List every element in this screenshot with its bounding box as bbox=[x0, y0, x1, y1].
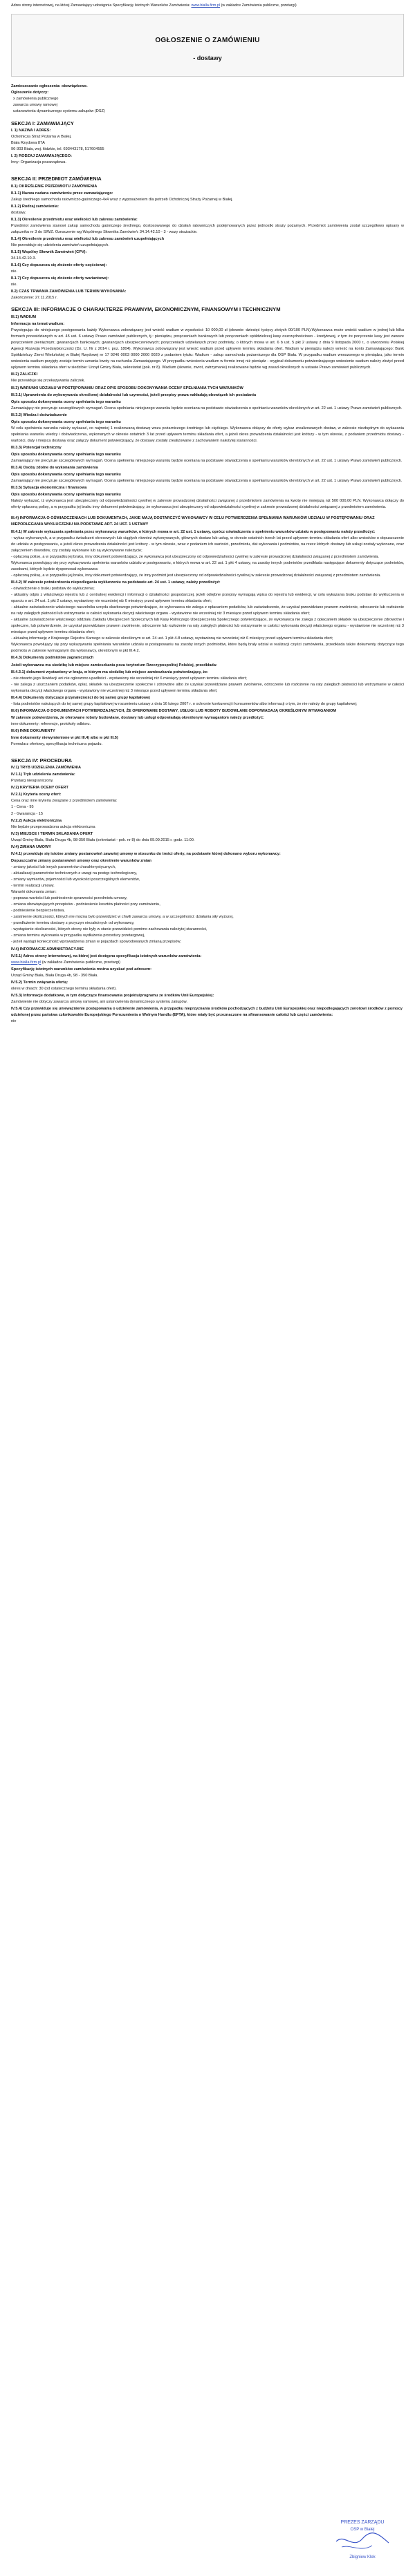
text-line: okres w dniach: 30 (od ostatecznego terminu składania ofert). bbox=[11, 986, 117, 991]
text-line: Nie przewiduje się przekazywania zaliczek. bbox=[11, 379, 85, 383]
subheading: III.4.2) W zakresie potwierdzenia niepodlegania wykluczeniu na podstawie art. 24 ust. 1 ustawy, należy przedłożyć: bbox=[11, 580, 221, 585]
title-box bbox=[11, 14, 404, 77]
subheading: III.2) ZALICZKI bbox=[11, 372, 38, 377]
subheading: Opis sposobu dokonywania oceny spełniania tego warunku bbox=[11, 399, 121, 404]
text-line: Cena oraz inne kryteria związane z przedmiotem zamówienia: bbox=[11, 799, 118, 804]
publication-label: Ogłoszenie dotyczy: bbox=[11, 90, 49, 95]
paragraph: - podniesienie bezpieczeństwa, bbox=[11, 909, 65, 913]
link-suffix: (w zakładce Zamówienia publiczne, przetargi) bbox=[42, 960, 120, 965]
header-note-text: Adres strony internetowej, na której Zamawiający udostępnia Specyfikację Istotnych Warunków Zamówienia: bbox=[11, 3, 190, 8]
subheading: IV.5.3) Informacje dodatkowe, w tym dotyczące finansowania projektu/programu ze środków Unii Europejskiej: bbox=[11, 993, 214, 998]
paragraph: Warunki dokonania zmian: bbox=[11, 890, 57, 895]
paragraph: - jeżeli wystąpi konieczność wprowadzenia zmian w pojazdach spowodowanych zmianą przepisów; bbox=[11, 940, 181, 945]
spacer bbox=[11, 511, 404, 515]
subheading: IV.5.1) Adres strony internetowej, na której jest dostępna specyfikacja istotnych warunków zamówienia: bbox=[11, 954, 202, 958]
paragraph: Formularz ofertowy, specyfikacja techniczna pojazdu. bbox=[11, 742, 103, 747]
subheading: III.3.1) Uprawnienia do wykonywania określonej działalności lub czynności, jeżeli przepisy prawa nakładają obowiązek ich posiadania bbox=[11, 392, 257, 397]
subheading: IV.4) INFORMACJE ADMINISTRACYJNE bbox=[11, 947, 84, 951]
svg-text:PREZES ZARZĄDU: PREZES ZARZĄDU bbox=[340, 2520, 385, 2525]
spacer bbox=[11, 166, 404, 170]
paragraph: - termin realizacji umowy. bbox=[11, 884, 55, 889]
page-title: OGŁOSZENIE O ZAMÓWIENIU bbox=[155, 37, 260, 45]
subheading: Opis sposobu dokonywania oceny spełniania tego warunku bbox=[11, 493, 121, 498]
text-line: dostawy. bbox=[11, 210, 26, 215]
paragraph: inne dokumenty: referencje, protokoły odbioru. bbox=[11, 721, 91, 726]
signature-stamp bbox=[329, 2514, 396, 2564]
subheading: II.1.4) Określenie przedmiotu oraz wielkości lub zakresu zamówień uzupełniających bbox=[11, 236, 165, 241]
text-line: Nie przewiduje się udzielenia zamówień uzupełniających. bbox=[11, 243, 109, 247]
text-line: 2 - Gwarancja - 15 bbox=[11, 811, 44, 816]
publication-option: x zamówienia publicznego bbox=[13, 96, 59, 101]
paragraph: Zamawiający nie precyzuje szczegółowych wymagań. Ocena spełnienia niniejszego warunku będzie oceniana na podstawie oświadczenia o spełnianiu warunków określonych w art. 22 ust. 1 ustawy Prawo zamówień publicznych. bbox=[11, 459, 403, 464]
subheading: III.4.1) W zakresie wykazania spełniania przez wykonawcę warunków, o których mowa w art. 22 ust. 1 ustawy, oprócz oświadczenia o spełnieniu warunków udziału w postępowaniu należy przedłożyć: bbox=[11, 529, 376, 534]
paragraph: - zmiana terminu wykonania w przypadku wydłużenia procedury przetargowej, bbox=[11, 934, 145, 938]
subheading: Opis sposobu dokonywania oceny spełniania tego warunku bbox=[11, 453, 121, 457]
subheading: III.3.5) Sytuacja ekonomiczna i finansowa bbox=[11, 486, 87, 491]
subheading: II.1.2) Rodzaj zamówienia: bbox=[11, 204, 59, 209]
announcement-type: Zamieszczanie ogłoszenia: obowiązkowe. bbox=[11, 84, 88, 88]
subheading: IV.4) ZMIANA UMOWY bbox=[11, 844, 52, 849]
paragraph: Wykonawca powołujący się przy wykazywaniu spełniania warunków udziału w postępowaniu na zasoby innych podmiotów, które będą brały udział w realizacji części zamówienia, przedkłada także dokumenty dotyczące tego podmiotu w zakresie wymaganym dla wykonawcy, określonym w pkt III.4.2. bbox=[11, 643, 404, 654]
subheading: III.3.2) Wiedza i doświadczenie bbox=[11, 413, 67, 417]
paragraph: - wykaz wykonanych, a w przypadku świadczeń okresowych lub ciągłych również wykonywanych, głównych dostaw lub usług, w okresie ostatnich trzech lat przed upływem terminu składania ofert albo wniosków o dopuszczenie do udziału w postępowaniu, a jeżeli okres prowadzenia działalności jest krótszy - w tym okresie, wraz z podaniem ich wartości, przedmiotu, dat wykonania i podmiotów, na rzecz których dostawy lub usługi zostały wykonane, oraz załączeniem dowodów, czy zostały wykonane lub są wykonywane należycie; bbox=[11, 536, 404, 553]
subheading: I. 1) NAZWA I ADRES: bbox=[11, 129, 51, 133]
header-link[interactable]: www.bialla.firm.pl bbox=[191, 3, 221, 8]
paragraph: Należy wykazać, iż wykonawca jest ubezpieczony od odpowiedzialności cywilnej w zakresie prowadzonej działalności związanej z przedmiotem zamówienia na kwotę nie mniejszą niż 500 000,00 PLN. Wykonawca dołączy do oferty opłaconą polisę, a w przypadku jej braku inny dokument potwierdzający, że wykonawca jest ubezpieczony od odpowiedzialności cywilnej w zakresie prowadzonej działalności związanej z przedmiotem zamówienia. bbox=[11, 499, 404, 510]
subheading: III.4.3) Dokumenty podmiotów zagranicznych bbox=[11, 656, 94, 661]
page-subtitle: - dostawy bbox=[193, 55, 222, 62]
subheading: IV.1) TRYB UDZIELENIA ZAMÓWIENIA bbox=[11, 766, 82, 770]
paragraph: - poprawa wartości lub podniesienie sprawności przedmiotu umowy, bbox=[11, 896, 128, 901]
subheading: III.3.3) Potencjał techniczny bbox=[11, 445, 62, 450]
header-suffix: (w zakładce Zamówienia publiczne, przetargi) bbox=[221, 3, 297, 8]
text-line: Urząd Gminy Biała, Biała Druga 4b, 98 - 350 Biała. bbox=[11, 973, 98, 978]
text-line: 1 - Cena - 95 bbox=[11, 805, 34, 810]
section-heading: SEKCJA III: INFORMACJE O CHARAKTERZE PRAWNYM, EKONOMICZNYM, FINANSOWYM I TECHNICZNYM bbox=[11, 306, 281, 313]
publication-option: zawarcia umowy ramowej bbox=[13, 103, 58, 108]
subheading: III.1) WADIUM bbox=[11, 315, 37, 320]
text-line: nie bbox=[11, 1019, 17, 1024]
paragraph: - zmiany jakości lub innych parametrów charakterystycznych, bbox=[11, 864, 116, 869]
paragraph: - aktualny odpis z właściwego rejestru lub z centralnej ewidencji i informacji o działalności gospodarczej, jeżeli odrębne przepisy wymagają wpisu do rejestru lub ewidencji, w celu wykazania braku podstaw do wykluczenia w oparciu o art. 24 ust. 1 pkt 2 ustawy, wystawiony nie wcześniej niż 6 miesięcy przed upływem terminu składania ofert; bbox=[11, 592, 404, 604]
subheading: IV.5.2) Termin związania ofertą: bbox=[11, 980, 68, 985]
subheading: Specyfikację istotnych warunków zamówienia można uzyskać pod adresem: bbox=[11, 967, 151, 972]
subheading: II.1.1) Nazwa nadana zamówieniu przez zamawiającego: bbox=[11, 191, 113, 196]
subheading: III.3.4) Osoby zdolne do wykonania zamówienia bbox=[11, 466, 98, 471]
subheading: II.1.7) Czy dopuszcza się złożenie oferty wariantowej: bbox=[11, 276, 109, 281]
document-body bbox=[11, 120, 404, 1025]
text-line: Biała Rzędowa 87A bbox=[11, 141, 45, 146]
paragraph: - aktualną informację z Krajowego Rejestru Karnego w zakresie określonym w art. 24 ust. 1 pkt 4-8 ustawy, wystawioną nie wcześniej niż 6 miesięcy przed upływem terminu składania ofert; bbox=[11, 636, 333, 641]
paragraph: - aktualne zaświadczenie właściwego oddziału Zakładu Ubezpieczeń Społecznych lub Kasy Rolniczego Ubezpieczenia Społecznego potwierdzające, że wykonawca nie zalega z opłacaniem składek na ubezpieczenie zdrowotne i społeczne, lub potwierdzenie, że uzyskał przewidziane prawem zwolnienie, odroczenie lub rozłożenie na raty zaległych płatności lub wstrzymanie w całości wykonania decyzji właściwego organu - wystawione nie wcześniej niż 3 miesiące przed upływem terminu składania ofert; bbox=[11, 618, 404, 635]
paragraph: - zaistnienie okoliczności, których nie można było przewidzieć w chwili zawarcia umowy, a w szczególności: działania siły wyższej, bbox=[11, 915, 234, 920]
subheading: III.6) INNE DOKUMENTY bbox=[11, 728, 55, 733]
subheading: IV.2.2) Aukcja elektroniczna bbox=[11, 818, 62, 823]
subheading: II.2) CZAS TRWANIA ZAMÓWIENIA LUB TERMIN WYKONANIA: bbox=[11, 290, 127, 294]
subheading: II.1) OKREŚLENIE PRZEDMIOTU ZAMÓWIENIA bbox=[11, 184, 98, 189]
spacer bbox=[11, 748, 404, 752]
paragraph: Zakup średniego samochodu ratowniczo-gaśniczego 4x4 wraz z wyposażeniem dla potrzeb Ochotniczej Straży Pożarnej w Białej. bbox=[11, 197, 233, 202]
subheading: III.3) WARUNKI UDZIAŁU W POSTĘPOWANIU ORAZ OPIS SPOSOBU DOKONYWANIA OCENY SPEŁNIANIA TYCH WARUNKÓW bbox=[11, 386, 243, 390]
paragraph: - aktualizacji parametrów technicznych z uwagi na postęp technologiczny, bbox=[11, 871, 138, 875]
paragraph: Zamawiający nie precyzuje szczegółowych wymagań. Ocena spełniania niniejszego warunku będzie oceniana na podstawie oświadczenia o spełnianiu warunków określonych w art. 22 ust. 1 ustawy Prawo zamówień publicznych. bbox=[11, 406, 403, 410]
subheading: Inne dokumenty niewymienione w pkt III.4) albo w pkt III.5) bbox=[11, 736, 118, 741]
section-heading: SEKCJA II: PRZEDMIOT ZAMÓWIENIA bbox=[11, 176, 102, 182]
paragraph: Przedmiot zamówienia stanowi zakup samochodu gaśniczego średniego, dostosowanego do działań ratowniczych podejmowanych przez jednostki straży pożarnych. Przedmiot zamówienia został szczegółowo opisany w załączniku nr 3 do SIWZ. Oznaczenie wg Wspólnego Słownika Zamówień: 34.14.42.10 - 3 - wozy strażackie. bbox=[11, 223, 404, 234]
header-note bbox=[11, 3, 404, 8]
subheading: II.1.6) Czy dopuszcza się złożenie oferty częściowej: bbox=[11, 263, 107, 268]
subheading: Opis sposobu dokonywania oceny spełniania tego warunku bbox=[11, 473, 121, 477]
paragraph: Wykonawca powołujący się przy wykazywaniu spełnienia warunków udziału w postępowaniu, o których mowa w art. 22 ust. 1 pkt 4 ustawy, na zasoby innych podmiotów przedkłada następujące dokumenty dotyczące podmiotów, zasobami, których będzie dysponował wykonawca: bbox=[11, 560, 404, 571]
subheading: Informacja na temat wadium: bbox=[11, 322, 65, 327]
publication-option: ustanowienia dynamicznego systemu zakupów (DSZ) bbox=[13, 109, 105, 114]
subheading: Opis sposobu dokonywania oceny spełniania tego warunku bbox=[11, 419, 121, 424]
subheading: II.1.3) Określenie przedmiotu oraz wielkości lub zakresu zamówienia: bbox=[11, 217, 138, 222]
paragraph: - aktualne zaświadczenie właściwego naczelnika urzędu skarbowego potwierdzające, że wykonawca nie zalega z opłacaniem podatków, lub zaświadczenie, że uzyskał przewidziane prawem zwolnienie, odroczenie lub rozłożenie na raty zaległych płatności lub wstrzymanie w całości wykonania decyzji właściwego organu - wystawione nie wcześniej niż 3 miesiące przed upływem terminu składania ofert; bbox=[11, 605, 404, 616]
subheading: III.4) INFORMACJA O OŚWIADCZENIACH LUB DOKUMENTACH, JAKIE MAJĄ DOSTARCZYĆ WYKONAWCY W CELU POTWIERDZENIA SPEŁNIANIA WARUNKÓW UDZIAŁU W POSTĘPOWANIU ORAZ NIEPODLEGANIA WYKLUCZENIU NA PODSTAWIE ART. 24 UST. 1 USTAWY bbox=[11, 516, 375, 527]
section-heading: SEKCJA IV: PROCEDURA bbox=[11, 757, 72, 764]
paragraph: - lista podmiotów należących do tej samej grupy kapitałowej w rozumieniu ustawy z dnia 16 lutego 2007 r. o ochronie konkurencji i konsumentów albo informacji o tym, że nie należy do grupy kapitałowej; bbox=[11, 701, 358, 706]
subheading: IV.4.1) przewiduje się istotne zmiany postanowień zawartej umowy w stosunku do treści oferty, na podstawie której dokonano wyboru wykonawcy: bbox=[11, 851, 281, 856]
text-line: Urząd Gminy Biała, Biała Druga 4b, 98-350 Biała (sekretariat - pok. nr 8) do dnia 09.09.2015 r. godz. 11:00. bbox=[11, 837, 195, 842]
subheading: II.1.5) Wspólny Słownik Zamówień (CPV): bbox=[11, 250, 87, 255]
subheading: III.4.4) Dokumenty dotyczące przynależności do tej samej grupy kapitałowej bbox=[11, 695, 150, 700]
svg-text:OSP w Białej: OSP w Białej bbox=[350, 2528, 375, 2532]
link-line bbox=[11, 960, 404, 966]
text-line: Ochotnicza Straż Pożarna w Białej, bbox=[11, 135, 72, 140]
subheading: IV.2) KRYTERIA OCENY OFERT bbox=[11, 786, 68, 790]
subheading: I. 2) RODZAJ ZAMAWIAJĄCEGO: bbox=[11, 154, 72, 159]
subheading: IV.2.1) Kryteria oceny ofert: bbox=[11, 793, 62, 797]
subheading: IV.1.1) Tryb udzielenia zamówienia: bbox=[11, 773, 75, 777]
paragraph: - opłaconą polisę, a w przypadku jej braku, inny dokument potwierdzający, że inny podmiot jest ubezpieczony od odpowiedzialności cywilnej w zakresie prowadzonej działalności związanej z przedmiotem zamówienia. bbox=[11, 573, 381, 578]
paragraph: - wystąpienie okoliczności, których strony nie były w stanie przewidzieć pomimo zachowania należytej staranności, bbox=[11, 927, 208, 932]
paragraph: - zmiany wymiarów, pojemności lub wysokości poszczególnych elementów, bbox=[11, 877, 140, 882]
subheading: IV.5.4) Czy przewiduje się unieważnienie postępowania o udzielenie zamówienia, w przypadku nieprzyznania środków pochodzących z budżetu Unii Europejskiej oraz niepodlegających zwrotowi środków z pomocy udzielonej przez państwa członkowskie Europejskiego Porozumienia o Wolnym Handlu (EFTA), które miały być przeznaczone na sfinansowanie całości lub części zamówienia: bbox=[11, 1006, 403, 1017]
paragraph: Zamawiający nie precyzuje szczegółowych wymagań. Ocena spełnienia niniejszego warunku będzie oceniana na podstawie oświadczenia o spełnianiu warunków określonych w art. 22 ust. 1 ustawy Prawo zamówień publicznych. bbox=[11, 479, 403, 484]
section-heading: SEKCJA I: ZAMAWIAJĄCY bbox=[11, 120, 74, 127]
siwz-link[interactable]: www.bialla.firm.pl bbox=[11, 960, 42, 965]
paragraph: - nie otwarto jego likwidacji ani nie ogłoszono upadłości - wystawiony nie wcześniej niż 6 miesięcy przed upływem terminu składania ofert; bbox=[11, 676, 247, 681]
subheading: Jeżeli wykonawca ma siedzibę lub miejsce zamieszkania poza terytorium Rzeczypospolitej Polskiej, przedkłada: bbox=[11, 663, 217, 667]
paragraph: - opłaconą polisę, a w przypadku jej braku, inny dokument potwierdzający, że wykonawca jest ubezpieczony od odpowiedzialności cywilnej w zakresie prowadzonej działalności związanej z przedmiotem zamówienia. bbox=[11, 554, 379, 559]
text-line: 34.14.42.10-3. bbox=[11, 256, 37, 261]
paragraph: - oświadczenie o braku podstaw do wykluczenia; bbox=[11, 586, 95, 591]
text-line: Nie będzie przeprowadzona aukcja elektroniczna bbox=[11, 824, 95, 829]
paragraph: - nie zalega z uiszczaniem podatków, opłat, składek na ubezpieczenie społeczne i zdrowotne albo że uzyskał przewidziane prawem zwolnienie, odroczenie lub rozłożenie na raty zaległych płatności lub wstrzymanie w całości wykonania decyzji właściwego organu - wystawiony nie wcześniej niż 3 miesiące przed upływem terminu składania ofert; bbox=[11, 682, 404, 693]
paragraph: W celu spełnienia warunku należy wykazać, co najmniej 1 realizowaną dostawę wozu pożarniczego średniego lub ciężkiego. Wykonawca dołączy do oferty wykaz zrealizowanych dostaw, w zakresie niezbędnym do wykazania spełniania warunku wiedzy i doświadczenia, wykonanych w okresie ostatnich 3 lat przed upływem terminu składania ofert, a jeżeli okres prowadzenia działalności jest krótszy - w tym okresie, z podaniem przedmiotu dostawy - wartości, daty i miejsca dostawy oraz załączy dokument potwierdzający, że dostawy zostały zrealizowane z zachowaniem należytej staranności. bbox=[11, 426, 404, 443]
text-line: nie. bbox=[11, 269, 18, 274]
subheading: Dopuszczalne zmiany postanowień umowy oraz określenie warunków zmian bbox=[11, 858, 151, 863]
paragraph: - zmiana obowiązujących przepisów - podniesienie kosztów płatności przy zamówieniu, bbox=[11, 902, 160, 907]
svg-text:Zbigniew Klek: Zbigniew Klek bbox=[349, 2555, 376, 2559]
text-line: nie. bbox=[11, 283, 18, 287]
text-line: 96-303 Biała, woj. łódzkie, tel. 693443178, 517604555 bbox=[11, 147, 104, 152]
paragraph: Przystępując do niniejszego postępowania każdy Wykonawca zobowiązany jest wnieść wadium w wysokości: 10 000,00 zł (słownie: dziesięć tysięcy złotych 00/100 PLN).Wykonawca może wnieść wadium w jednej lub kilku formach przewidzianych w art. 45 ust. 6 ustawy Prawo zamówień publicznych, tj.: pieniądzu, poręczeniach bankowych lub poręczeniach spółdzielczej kasy oszczędnościowo - kredytowej, z tym że poręczenie kasy jest zawsze poręczeniem pieniężnym; gwarancjach bankowych; gwarancjach ubezpieczeniowych; poręczeniach udzielanych przez podmioty, o których mowa w art. 6 b ust. 5 pkt 2 ustawy z dnia 9 listopada 2000 r., o utworzeniu Polskiej Agencji Rozwoju Przedsiębiorczości (Dz. U. Nr z 2014 r. poz. 1804). Wykonawca zobowiązany jest wnieść wadium przed upływem terminu składania ofert. Wadium w pieniądzu należy wnieść na konto Zamawiającego: Bank Spółdzielczy Ziemi Wieluńskiej w Białej Rzędowej nr 17 9246 0003 0000 2000 0020 z podaniem tytułu: Wadium - zakup samochodu pożarniczego dla OSP Biała. W przypadku wadium wnoszonego w pieniądzu, jako termin wniesienia wadium przyjęty zostaje termin uznania kwoty na rachunku Zamawiającego. W przypadku wniesienia wadium w formie innej niż pieniądz - oryginał dokumentu potwierdzającego wniesienie wadium należy złożyć przed upływem terminu składania ofert w siedzibie: Urząd Gminy Biała, sekretariat (pok. nr 8). Wadium (słownie, zwrot, zatrzymanie) realizowane będzie wg zasad określonych w ustawie Prawo zamówień publicznych. bbox=[11, 328, 404, 370]
subheading: W zakresie potwierdzenia, że oferowane roboty budowlane, dostawy lub usługi odpowiadają określonym wymaganiom należy przedłożyć: bbox=[11, 715, 264, 720]
subheading: III.6) INFORMACJA O DOKUMENTACH POTWIERDZAJĄCYCH, ŻE OFEROWANE DOSTAWY, USŁUGI LUB ROBOTY BUDOWLANE ODPOWIADAJĄ OKREŚLONYM WYMAGANIOM bbox=[11, 708, 336, 713]
text-line: Inny: Organizacja pozarządowa. bbox=[11, 160, 66, 165]
text-line: Przetarg nieograniczony. bbox=[11, 779, 54, 784]
paragraph: - przedłużenie terminu dostawy z przyczyn niezależnych od wykonawcy, bbox=[11, 921, 135, 926]
document-page bbox=[11, 0, 404, 1025]
paragraph: Zamówienie nie dotyczy zawarcia umowy ramowej, ani ustanowienia dynamicznego systemu zakupów. bbox=[11, 999, 187, 1004]
subheading: III.4.3.1) dokument wystawiony w kraju, w którym ma siedzibę lub miejsce zamieszkania potwierdzający, że: bbox=[11, 670, 208, 674]
subheading: IV.3) MIEJSCE I TERMIN SKŁADANIA OFERT bbox=[11, 831, 93, 836]
text-line: Zakończenie: 27.11.2015 r. bbox=[11, 296, 58, 301]
